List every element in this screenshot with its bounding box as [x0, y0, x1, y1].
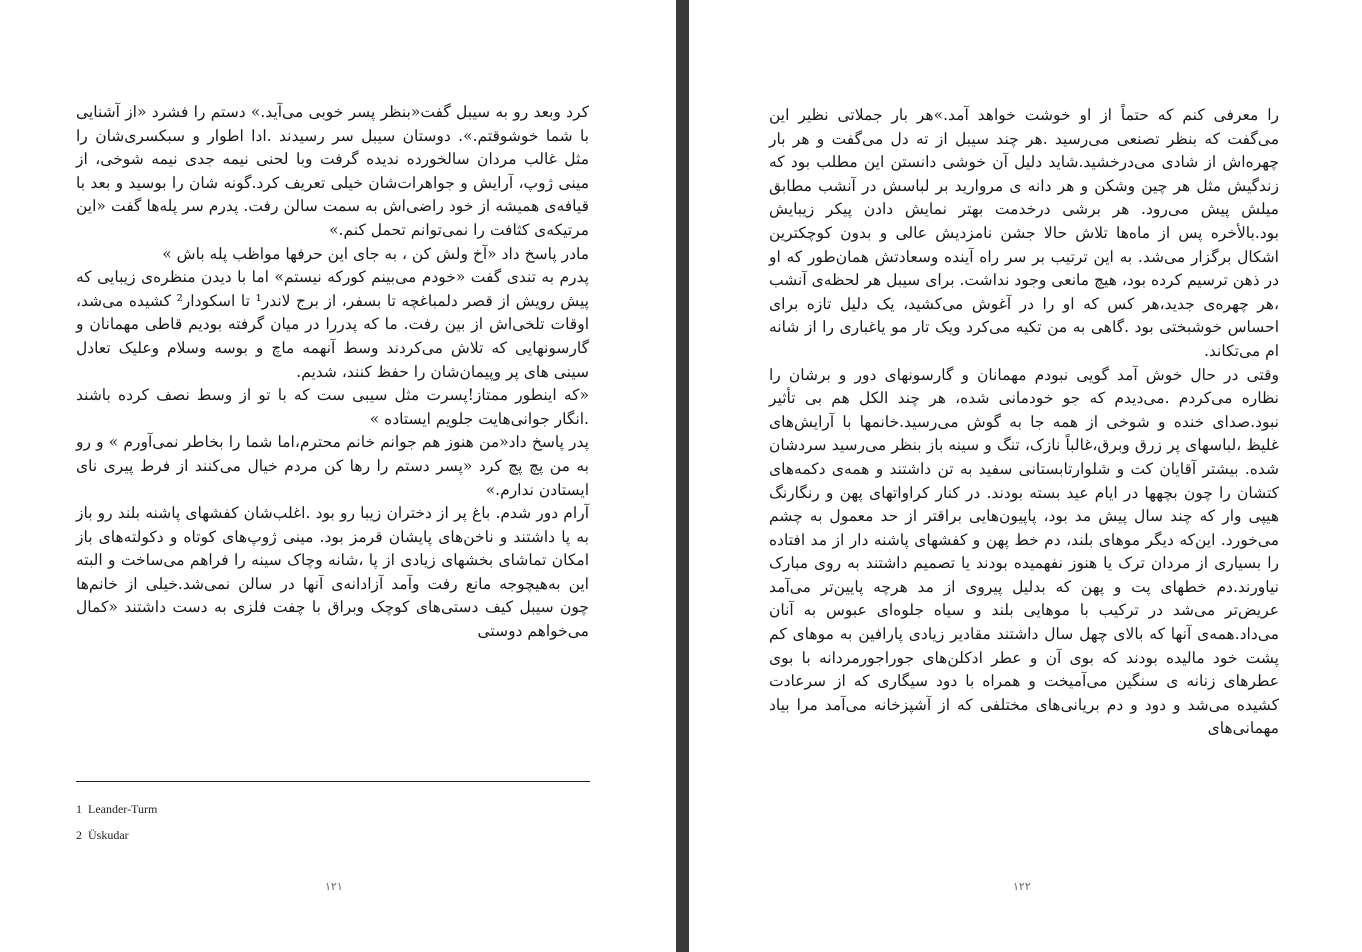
paragraph: پدرم به تندی گفت «خودم می‌بینم کورکه نیستم» اما با دیدن منظره‌ی زیبایی که پیش رویش از قصر دلمباغچه تا بسفر، از برج لاندر¹ تا اسکودار² کشیده می‌شد، اوقات تلخی‌اش از بین رفت. ما که پدررا در میان گرفته بودیم قاطی مهمانان و گارسونهایی که تلاش می‌کردند وسط آنهمه ماچ و بوسه وسلام وعلیک تعادل سینی های پر وپیمان‌شان را حفظ کنند، شدیم. — [76, 268, 589, 381]
footnotes — [76, 796, 590, 848]
footnote-number: 2 — [76, 828, 82, 842]
page-number: ۱۲۲ — [1013, 880, 1031, 893]
footnote-text: Üskudar — [88, 828, 129, 842]
left-page-text — [76, 101, 589, 644]
footnote-number: 1 — [76, 802, 82, 816]
page-gutter — [676, 0, 689, 952]
paragraph: آرام دور شدم. باغ پر از دختران زیبا رو بود .اغلب‌شان کفشهای پاشنه بلند رو باز به پا داشتند و ناخن‌های پایشان قرمز بود. مینی ژوپ‌های کوتاه و دکولته‌های باز امکان تماشای بخشهای زیادی از پا ،شانه وچاک سینه را فراهم می‌ساخت و البته این به‌هیچوجه مانع رفت وآمد آزادانه‌ی آنها در سالن نمی‌شد.خیلی از خانم‌ها چون سیبل کیف دستی‌های کوچک وبراق با چفت فلزی به دست داشتند «کمال می‌خواهم دوستی — [76, 504, 589, 641]
right-page — [689, 0, 1362, 952]
footnote-divider — [76, 781, 590, 782]
footnote-text: Leander-Turm — [88, 802, 158, 816]
paragraph: وقتی در حال خوش آمد گویی نبودم مهمانان و گارسونهای دور و برشان را نظاره می‌کردم .می‌دیدم که جو خودمانی شده، هر چند الکل هم بی تأثیر نبود.صدای خنده و شوخی از همه جا به گوش می‌رسید.خانمها با آرایش‌های غلیظ ،لباسهای پر زرق وبرق،غالباً نازک، تنگ و سینه باز بنظر می‌رسید سردشان شده. بیشتر آقایان کت و شلوارتابستانی سفید به تن داشتند و همه‌ی دکمه‌های کتشان را چون بچهها در ایام عید بسته بودند. در کنار کراواتهای پهن و رنگارنگ هیپی وار که چند سال پیش مد بود، پاپیون‌هایی براقتر از حد معمول به چشم می‌خورد. این‌که دیگر موهای بلند، دم خط پهن و کفشهای پاشنه دار از مد افتاده را بسیاری از مردان ترک یا هنوز نفهمیده بودند یا تصمیم داشتند به روی مبارک نیاورند.دم خطهای پت و پهن که بدلیل پیروی از مد هرچه پایین‌تر می‌آمد عریض‌تر می‌شد در ترکیب با موهایی بلند و سیاه جلوه‌ای عبوس به آنان می‌داد.همه‌ی آنها که بالای چهل سال داشتند مقادیر زیادی پارافین به موهای کم پشت خود مالیده بودند که بوی آن و عطر ادکلن‌های جوراجورمردانه با بوی عطرهای زنانه ی سنگین می‌آمیخت و همراه با دود سیگاری که از سرعادت کشیده می‌شد و دود و دم بریانی‌های مختلفی که از آشپزخانه می‌آمد مرا بیاد مهمانی‌های — [769, 365, 1279, 738]
left-page — [0, 0, 676, 952]
page-number: ۱۲۱ — [325, 880, 343, 893]
paragraph: پدر پاسخ داد«من هنوز هم جوانم خانم محترم،اما شما را بخاطر نمی‌آورم » و رو به من پچ پچ کرد «پسر دستم را رها کن مردم خیال می‌کنند از فرط پیری نای ایستادن ندارم.» — [76, 433, 589, 499]
paragraph: مادر پاسخ داد «آخ ولش کن ، به جای این حرفها مواظب پله باش » — [162, 244, 589, 263]
paragraph: کرد وبعد رو به سیبل گفت«بنظر پسر خوبی می‌آید.» دستم را فشرد «از آشنایی با شما خوشوقتم.». دوستان سیبل سر رسیدند .ادا اطوار و سبکسری‌شان را مثل غالب مردان سالخورده ندیده گرفت وبا لحنی نیمه جدی نیمه شوخی، از مینی ژوپ، آرایش و جواهرات‌شان خیلی تعریف کرد.گونه شان را بوسید و بعد با قیافه‌ی همیشه از خود راضی‌اش به سمت سالن رفت. پدرم سر پله‌ها گفت «این مرتیکه‌ی کثافت را نمی‌توانم تحمل کنم.» — [76, 103, 589, 239]
footnote — [76, 796, 590, 822]
footnote — [76, 822, 590, 848]
paragraph: را معرفی کنم که حتماً از او خوشت خواهد آمد.»هر بار جملاتی نظیر این می‌گفت که بنظر تصنعی می‌رسید .هر چند سیبل از ته دل می‌گفت و هر بار چهره‌اش از شادی می‌درخشید.شاید دلیل آن خوشی دانستن این مطلب بود که زندگیش مثل هر چین وشکن و هر دانه ی مروارید بر لباسش در آنشب مطابق میلش پیش می‌رود. هر برشی درخدمت بهتر نمایش دادن پیکر زیبایش بود.بالأخره پس از ماه‌ها تلاش حالا جشن نامزدیش عالی و بدون کوچکترین اشکال برگزار می‌شد. به این ترتیب بر سر راه آینده وسعادتش همان‌طور که او در ذهن ترسیم کرده بود، هیچ مانعی وجود نداشت. برای سیبل هر لحظه‌ی آنشب ،هر چهره‌ی جدید،هر کس که او را در آغوش می‌کشید، یک دلیل تازه برای احساس خوشبختی بود .گاهی به من تکیه می‌کرد ویک تار مو یاغباری را از شانه ام می‌تکاند. — [769, 106, 1279, 360]
right-page-text — [769, 104, 1279, 741]
paragraph: «که اینطور ممتاز!پسرت مثل سیبی ست که با تو از وسط نصف کرده باشند .انگار جوانی‌هایت جلویم ایستاده » — [76, 386, 589, 428]
